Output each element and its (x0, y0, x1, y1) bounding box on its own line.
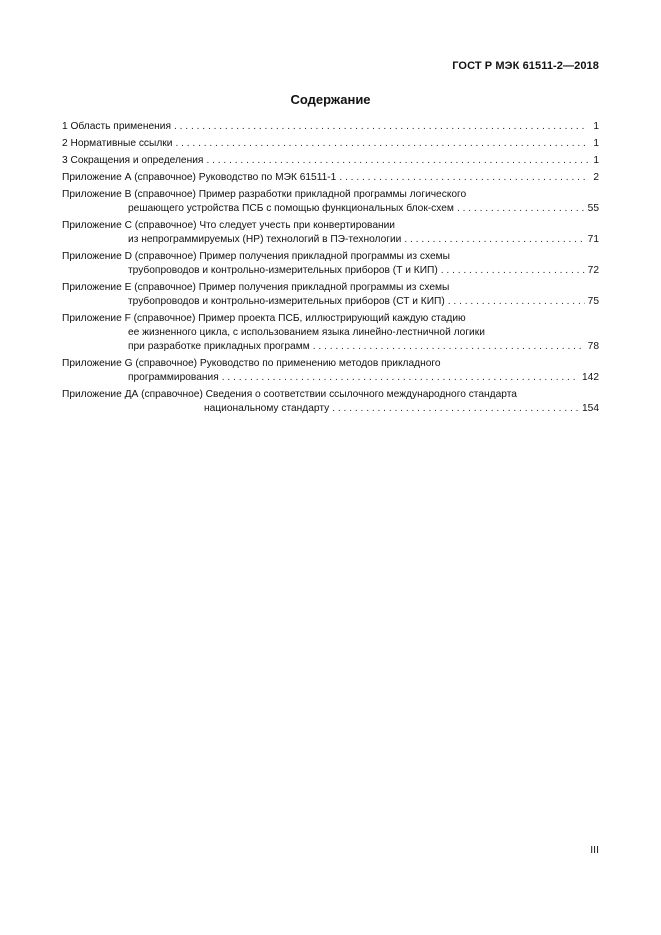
dot-leader (175, 137, 588, 151)
toc-entry-title: Приложение Е (справочное) Пример получения прикладной программы из схемы (62, 282, 450, 293)
toc-entry-page: 72 (587, 265, 599, 276)
standard-designation: ГОСТ Р МЭК 61511-2—2018 (452, 60, 599, 72)
table-of-contents (62, 120, 599, 419)
dot-leader (332, 402, 579, 416)
dot-leader (206, 154, 588, 168)
toc-entry-page: 2 (593, 172, 599, 183)
toc-entry-title-continued: национальному стандарту (204, 403, 330, 414)
toc-entry-annex-c[interactable] (62, 219, 599, 247)
toc-entry-title-continued: из непрограммируемых (НР) технологий в ПЭ-технологии (128, 234, 402, 245)
toc-entry-page: 55 (587, 203, 599, 214)
toc-entry-page: 75 (587, 296, 599, 307)
toc-entry-annex-a[interactable] (62, 171, 599, 185)
toc-entry-title-continued: ее жизненного цикла, с использованием языка линейно-лестничной логики (128, 327, 485, 338)
page-number: III (590, 844, 599, 856)
dot-leader (222, 371, 579, 385)
toc-entry-scope[interactable] (62, 120, 599, 134)
dot-leader (448, 295, 585, 309)
toc-entry-title: Приложение ДА (справочное) Сведения о соответствии ссылочного международного стандарта (62, 389, 517, 400)
toc-entry-title: Приложение В (справочное) Пример разработки прикладной программы логического (62, 189, 467, 200)
toc-entry-title: Приложение С (справочное) Что следует учесть при конвертировании (62, 220, 395, 231)
toc-entry-normative-references[interactable] (62, 137, 599, 151)
dot-leader (404, 233, 584, 247)
toc-entry-page: 71 (587, 234, 599, 245)
dot-leader (174, 120, 588, 134)
toc-entry-page: 142 (582, 372, 599, 383)
toc-entry-page: 1 (593, 155, 599, 166)
dot-leader (441, 264, 585, 278)
toc-entry-title-continued: решающего устройства ПСБ с помощью функциональных блок-схем (128, 203, 454, 214)
toc-entry-title-continued: при разработке прикладных программ (128, 341, 310, 352)
toc-entry-title: Приложение А (справочное) Руководство по МЭК 61511-1 (62, 172, 337, 183)
toc-entry-page: 1 (593, 138, 599, 149)
toc-entry-page: 154 (582, 403, 599, 414)
toc-entry-annex-f[interactable] (62, 312, 599, 354)
toc-entry-title-continued: трубопроводов и контрольно-измерительных приборов (Т и КИП) (128, 265, 438, 276)
toc-entry-annex-da[interactable] (62, 388, 599, 416)
dot-leader (339, 171, 588, 185)
toc-entry-page: 1 (593, 121, 599, 132)
toc-entry-title-continued: трубопроводов и контрольно-измерительных приборов (СТ и КИП) (128, 296, 445, 307)
toc-entry-title: 3 Сокращения и определения (62, 155, 204, 166)
toc-entry-annex-e[interactable] (62, 281, 599, 309)
toc-entry-title: Приложение D (справочное) Пример получения прикладной программы из схемы (62, 251, 450, 262)
toc-entry-annex-g[interactable] (62, 357, 599, 385)
toc-entry-annex-b[interactable] (62, 188, 599, 216)
toc-entry-annex-d[interactable] (62, 250, 599, 278)
toc-entry-title: Приложение F (справочное) Пример проекта ПСБ, иллюстрирующий каждую стадию (62, 313, 466, 324)
toc-entry-title: Приложение G (справочное) Руководство по применению методов прикладного (62, 358, 441, 369)
toc-entry-abbreviations[interactable] (62, 154, 599, 168)
dot-leader (457, 202, 585, 216)
toc-title: Содержание (290, 92, 371, 107)
toc-entry-title: 1 Область применения (62, 121, 171, 132)
toc-entry-page: 78 (587, 341, 599, 352)
toc-entry-title-continued: программирования (128, 372, 219, 383)
dot-leader (313, 340, 585, 354)
toc-entry-title: 2 Нормативные ссылки (62, 138, 173, 149)
